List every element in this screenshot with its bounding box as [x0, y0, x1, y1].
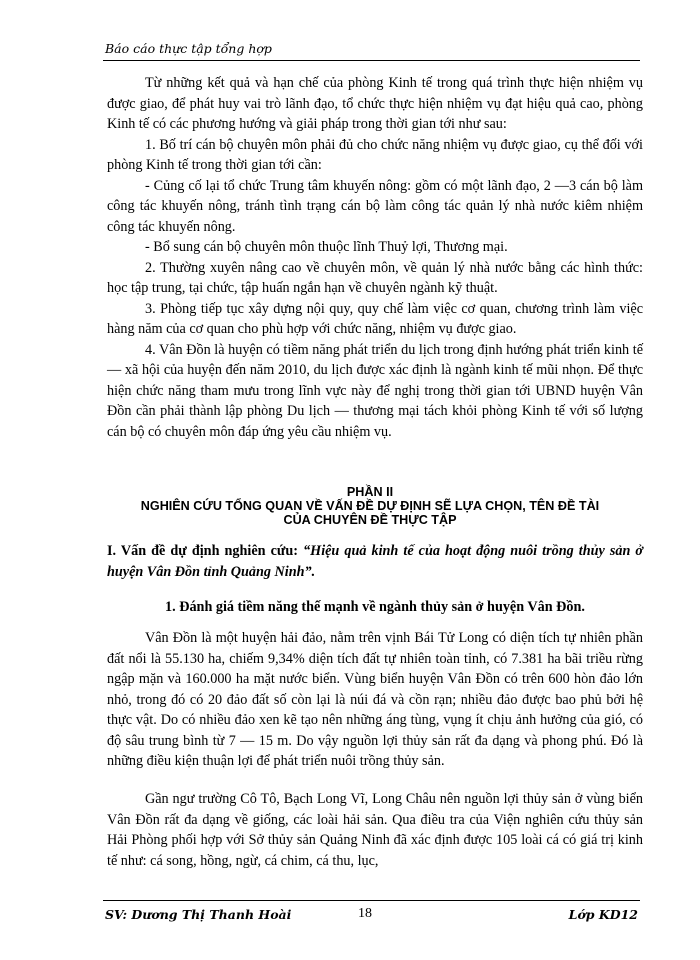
section-paragraph-text: Gần ngư trường Cô Tô, Bạch Long Vĩ, Long Châu nên nguồn lợi thủy sản ở vùng biển Vân Đồn rất đa dạng về giống, các loài hải sản. Qua điều tra của Viện nghiên cứu thủy sản Hải Phòng phối hợp với Sở thủy sản Quảng Ninh đã xác định được 105 loài cá có giá trị kinh tế như: cá song, hồng, ngừ, cá chim, cá thu, lục,: [107, 791, 643, 869]
header-title: Báo cáo thực tập tổng hợp: [105, 41, 272, 56]
page-header: [103, 38, 640, 61]
section-paragraph-2: [107, 789, 643, 871]
intro-paragraph: 4. Vân Đồn là huyện có tiềm năng phát triển du lịch trong định hướng phát triển kinh tế — xã hội của huyện đến năm 2010, du lịch được xác định là ngành kinh tế mũi nhọn. Để thực hiện chức năng tham mưu trong lĩnh vực này để nghị trong thời gian tới UBND huyện Vân Đồn cần phải thành lập phòng Du lịch — thương mại tách khỏi phòng Kinh tế với số lượng cán bộ có chuyên môn đáp ứng yêu cầu nhiệm vụ.: [107, 341, 643, 440]
research-topic-label: I. Vấn đề dự định nghiên cứu:: [107, 543, 298, 559]
section-paragraph-text: Vân Đồn là một huyện hải đảo, nằm trên vịnh Bái Tử Long có diện tích tự nhiên phần đất nổi là 55.130 ha, chiếm 9,34% diện tích đất tự nhiên toàn tỉnh, có 7.381 ha bãi triều rừng ngập mặn và 160.000 ha mặt nước biển. Vùng biển huyện Vân Đồn có trên 600 hòn đảo lớn nhỏ, trong đó có 20 đảo đất số còn lại là núi đá và cồn rạn; nhiều đảo được bao phủ bởi hệ thực vật. Do có nhiều đảo xen kẽ tạo nên những áng tùng, vụng ít chịu ảnh hưởng của gió, có độ sâu trung bình từ 7 — 15 m. Do vậy nguồn lợi thủy sản rất đa dạng và phong phú. Đó là những điều kiện thuận lợi để phát triển nuôi trồng thủy sản.: [107, 630, 643, 769]
research-topic-paragraph: [107, 541, 643, 582]
part-title-line-2: CỦA CHUYÊN ĐỀ THỰC TẬP: [283, 513, 457, 527]
footer-author: SV: Dương Thị Thanh Hoài: [105, 907, 292, 922]
footer-class-name: Lớp KD12: [568, 907, 638, 922]
intro-paragraph: - Bổ sung cán bộ chuyên môn thuộc lĩnh Thuỷ lợi, Thương mại.: [145, 239, 508, 255]
intro-section: [107, 73, 643, 442]
part-heading: [100, 485, 640, 527]
page-number: 18: [358, 906, 372, 921]
intro-paragraph: 1. Bố trí cán bộ chuyên môn phải đủ cho chức năng nhiệm vụ được giao, cụ thể đối với phòng Kinh tế trong thời gian tới cần:: [107, 136, 643, 173]
page-footer: [103, 900, 640, 931]
intro-paragraph: 2. Thường xuyên nâng cao về chuyên môn, về quản lý nhà nước bằng các hình thức: học tập trung, tại chức, tập huấn ngắn hạn về chuyên ngành kỹ thuật.: [107, 259, 643, 296]
part-title-line-1: NGHIÊN CỨU TỔNG QUAN VỀ VẤN ĐỀ DỰ ĐỊNH SẼ LỰA CHỌN, TÊN ĐỀ TÀI: [140, 499, 600, 513]
intro-paragraph: - Củng cố lại tổ chức Trung tâm khuyến nông: gồm có một lãnh đạo, 2 —3 cán bộ làm công tác khuyến nông, tránh tình trạng cán bộ làm công tác quản lý nhà nước kiêm nhiệm công tác khuyến nông.: [107, 177, 643, 235]
part-number: PHẦN II: [346, 485, 394, 499]
section-paragraph-1: [107, 628, 643, 772]
research-topic-title: “Hiệu quả kinh tế của hoạt động nuôi trồng thủy sản ở huyện Vân Đồn tỉnh Quảng Ninh”.: [107, 543, 643, 580]
research-topic: [107, 541, 643, 582]
section-heading: 1. Đánh giá tiềm năng thế mạnh về ngành thủy sản ở huyện Vân Đồn.: [165, 599, 585, 615]
intro-paragraph: 3. Phòng tiếp tục xây dựng nội quy, quy chế làm việc cơ quan, chương trình làm việc hàng năm của cơ quan cho phù hợp với chức năng, nhiệm vụ được giao.: [107, 300, 643, 337]
intro-paragraph: Từ những kết quả và hạn chế của phòng Kinh tế trong quá trình thực hiện nhiệm vụ được giao, để phát huy vai trò lãnh đạo, tổ chức thực hiện nhiệm vụ đạt hiệu quả cao, phòng Kinh tế có các phương hướng và giải pháp trong thời gian tới như sau:: [107, 75, 643, 132]
